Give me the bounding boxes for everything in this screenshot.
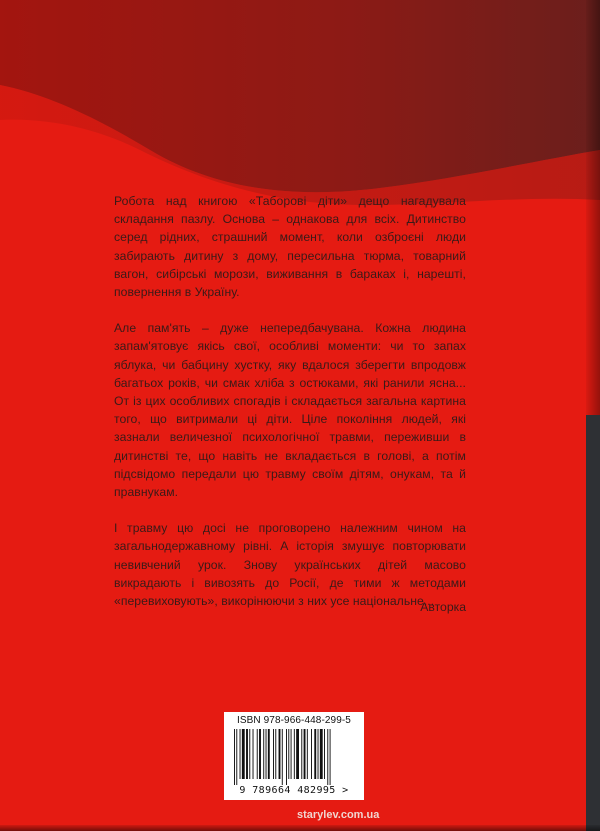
barcode-bar [282, 729, 283, 785]
barcode-bar [246, 729, 248, 779]
barcode-bar [294, 729, 295, 779]
barcode-bar [236, 729, 237, 785]
dark-side-panel [586, 415, 600, 831]
barcode-bar [286, 729, 287, 785]
blurb-text [114, 192, 466, 628]
barcode-bar [268, 729, 270, 779]
isbn-text: ISBN 978-966-448-299-5 [237, 715, 351, 726]
blurb-paragraph-2: Але пам'ять – дуже непередбачувана. Кожна людина запам'ятовує якісь свої, особливі моменти: чи то запах яблука, чи бабцину хустку, яку вдалося зберегти впродовж багатьох років, чи смак хліба з остюками, які ранили ясна... От із цих особливих спогадів і складається загальна картина того, що витримали ці діти. Ціле покоління людей, які зазнали величезної психологічної травми, переживши в дитинстві те, що навіть не вкладається в голові, а потім підсвідомо передали цю травму своїм дітям, онукам, та й правнукам. [114, 321, 466, 500]
barcode-bar [266, 729, 267, 779]
barcode-bar [249, 729, 250, 779]
publisher-website: starylev.com.ua [297, 809, 380, 821]
barcode-bar [327, 729, 328, 785]
barcode-bar [296, 729, 299, 779]
barcode-bar [318, 729, 319, 779]
barcode-bar [253, 729, 254, 779]
barcode-bar [307, 729, 308, 779]
barcode-bar [311, 729, 312, 779]
barcode-bar [257, 729, 258, 779]
barcode-bar [259, 729, 261, 779]
barcode-bar [320, 729, 323, 779]
barcode-bar [273, 729, 274, 779]
barcode-bar [263, 729, 264, 779]
bottom-edge [0, 825, 600, 831]
barcode-bars [232, 729, 356, 785]
barcode-bar [330, 729, 331, 785]
barcode-digits: 9 789664 482995 > [239, 785, 349, 796]
barcode-bar [242, 729, 245, 779]
barcode-bar [304, 729, 306, 779]
barcode-bar [279, 729, 281, 779]
barcode-bar [275, 729, 276, 779]
author-signature: Авторка [420, 600, 466, 614]
barcode-bar [288, 729, 289, 779]
barcode-bar [240, 729, 241, 779]
blurb-paragraph-3: І травму цю досі не проговорено належним чином на загальнодержавному рівні. А історія змушує повторювати невивчений урок. Знову українських дітей масово викрадають і вивозять до Росії, де тими ж методами «перевиховують», викорінюючи з них усе національне... [114, 521, 466, 609]
blurb-paragraph-1: Робота над книгою «Таборові діти» дещо нагадувала складання пазлу. Основа – однакова для всіх. Дитинство серед рідних, страшний момент, коли озброєні люди забирають дитину з дому, пересильна тюрма, товарний вагон, сибірські морози, виживання в бараках і, нарешті, повернення в Україну. [114, 194, 466, 300]
barcode-bar [314, 729, 316, 779]
barcode-label [224, 712, 364, 800]
barcode-bar [301, 729, 302, 779]
barcode-bar [291, 729, 292, 779]
barcode-bar [324, 729, 325, 779]
barcode-bar [234, 729, 235, 785]
